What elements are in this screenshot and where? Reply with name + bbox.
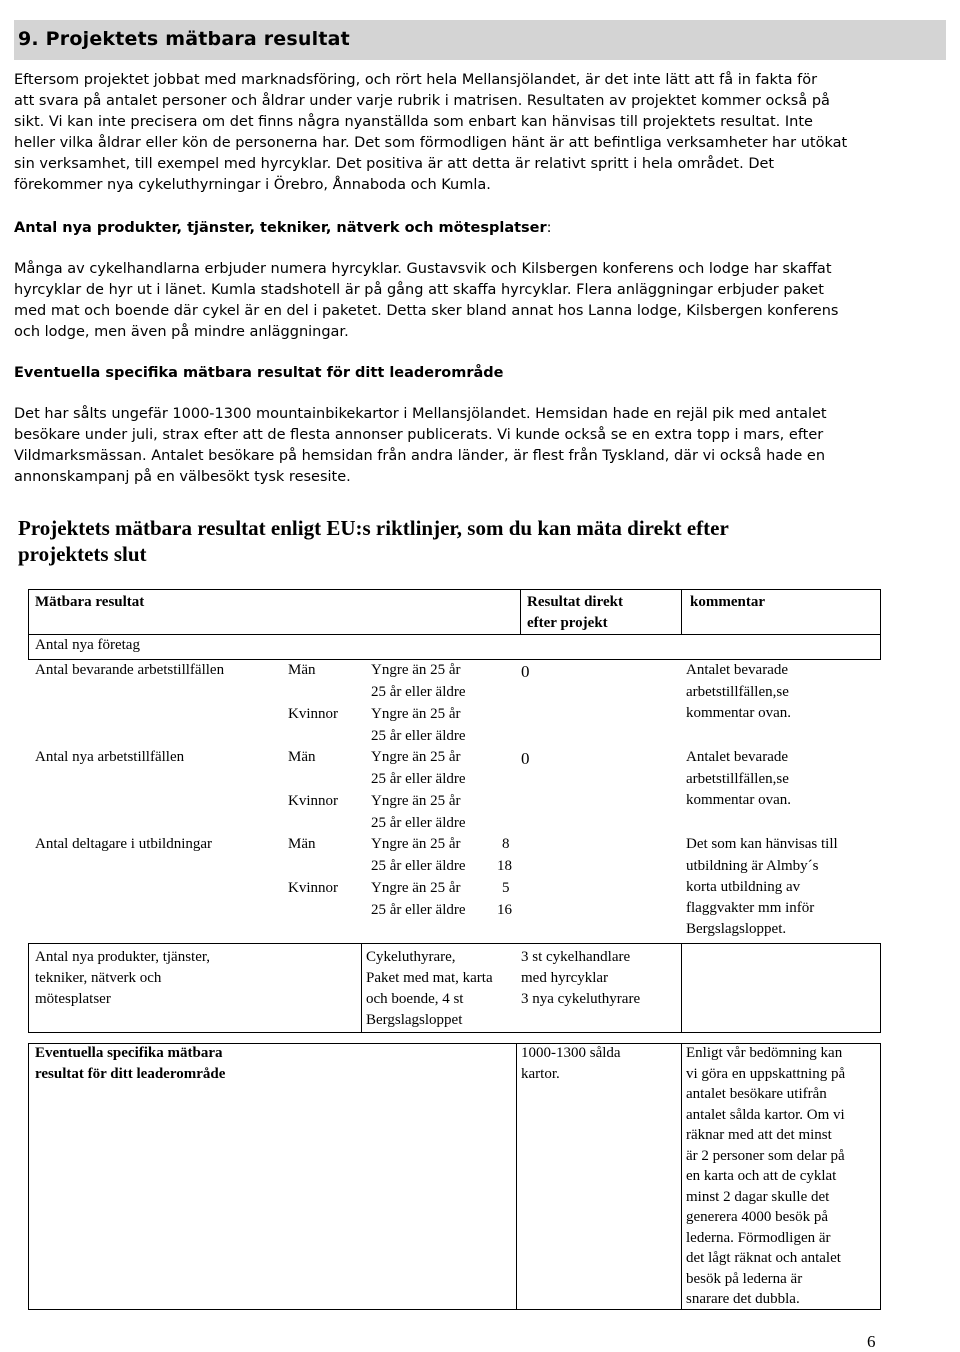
age-old: 25 år eller äldre xyxy=(371,815,466,831)
row-label: Antal bevarande arbetstillfällen xyxy=(35,662,225,678)
comment-line: generera 4000 besök på xyxy=(686,1209,829,1225)
header-col-results: Mätbara resultat xyxy=(35,594,145,610)
text-line: sikt. Vi kan inte precisera om det finns några nyanställda som enbart kan hänvisas till projektets resultat. Inte xyxy=(14,114,813,130)
age-young: Yngre än 25 år xyxy=(371,662,461,678)
comment-line: arbetstillfällen,se xyxy=(686,684,789,700)
row-companies-label: Antal nya företag xyxy=(35,637,140,653)
products-paragraph xyxy=(14,259,954,343)
row-label-line: Antal nya produkter, tjänster, xyxy=(35,949,210,965)
row-label-line: Eventuella specifika mätbara xyxy=(35,1045,223,1061)
gender-woman: Kvinnor xyxy=(288,706,338,722)
detail-line: Paket med mat, karta xyxy=(366,970,493,986)
result-value: 0 xyxy=(521,749,530,768)
products-heading xyxy=(14,218,552,239)
comment-line: antalet besökare utifrån xyxy=(686,1086,827,1102)
count-value: 16 xyxy=(497,902,512,918)
age-old: 25 år eller äldre xyxy=(371,684,466,700)
comment-line: Bergslagsloppet. xyxy=(686,921,787,937)
result-line: 3 st cykelhandlare xyxy=(521,949,631,965)
result-line: 3 nya cykeluthyrare xyxy=(521,991,641,1007)
table-divider xyxy=(516,1043,517,1310)
row-label: Antal nya arbetstillfällen xyxy=(35,749,185,765)
gender-woman: Kvinnor xyxy=(288,793,338,809)
comment-line: lederna. Förmodligen är xyxy=(686,1230,831,1246)
comment-line: minst 2 dagar skulle det xyxy=(686,1189,830,1205)
text-line: sin verksamhet, till exempel med hyrcyklar. Det positiva är att detta är relativt spritt i hela området. Det xyxy=(14,156,775,172)
comment-line: snarare det dubbla. xyxy=(686,1291,800,1307)
header-col-direct-result-2: efter projekt xyxy=(527,615,608,631)
age-young: Yngre än 25 år xyxy=(371,793,461,809)
text-line: hyrcyklar de hyr ut i länet. Kumla stadshotell är på gång att skaffa hyrcyklar. Flera anläggningar erbjuder paket xyxy=(14,282,824,298)
age-old: 25 år eller äldre xyxy=(371,902,466,918)
header-col-comment: kommentar xyxy=(690,594,765,610)
row-label-line: tekniker, nätverk och xyxy=(35,970,162,986)
count-value: 5 xyxy=(502,880,510,896)
comment-line: flaggvakter mm inför xyxy=(686,900,815,916)
comment-line: Enligt vår bedömning kan xyxy=(686,1045,843,1061)
text-line: med mat och boende där cykel är en del i paketet. Detta sker bland annat hos Lanna lodge, Kilsbergen konferens xyxy=(14,303,839,319)
page-title: 9. Projektets mätbara resultat xyxy=(18,28,350,50)
comment-line: antalet sålda kartor. Om vi xyxy=(686,1107,845,1123)
products-heading-colon: : xyxy=(546,220,552,236)
detail-line: och boende, 4 st xyxy=(366,991,464,1007)
age-young: Yngre än 25 år xyxy=(371,880,461,896)
comment-line: Antalet bevarade xyxy=(686,749,789,765)
age-young: Yngre än 25 år xyxy=(371,836,461,852)
text-line: Många av cykelhandlarna erbjuder numera hyrcyklar. Gustavsvik och Kilsbergen konferens och lodge har skaffat xyxy=(14,261,832,277)
text-line: Eftersom projektet jobbat med marknadsföring, och rört hela Mellansjölandet, är det inte lätt att få in fakta för xyxy=(14,72,818,88)
text-line: att svara på antalet personer och åldrar under varje rubrik i matrisen. Resultaten av projektet kommer också på xyxy=(14,93,830,109)
age-young: Yngre än 25 år xyxy=(371,706,461,722)
age-young: Yngre än 25 år xyxy=(371,749,461,765)
specific-heading: Eventuella specifika mätbara resultat för ditt leaderområde xyxy=(14,365,504,381)
comment-line: arbetstillfällen,se xyxy=(686,771,789,787)
comment-line: korta utbildning av xyxy=(686,879,801,895)
gender-woman: Kvinnor xyxy=(288,880,338,896)
text-line: annonskampanj på en välbesökt tysk resesite. xyxy=(14,469,351,485)
result-line: kartor. xyxy=(521,1066,560,1082)
comment-line: en karta och att de cyklat xyxy=(686,1168,837,1184)
comment-line: är 2 personer som delar på xyxy=(686,1148,845,1164)
table-divider xyxy=(520,589,521,635)
text-line: besökare under juli, strax efter att de flesta annonser publicerats. Vi kunde också se en extra topp i mars, efter xyxy=(14,427,824,443)
eu-heading xyxy=(18,515,778,567)
row-label: Antal deltagare i utbildningar xyxy=(35,836,213,852)
age-old: 25 år eller äldre xyxy=(371,728,466,744)
result-line: med hyrcyklar xyxy=(521,970,609,986)
comment-line: utbildning är Almby´s xyxy=(686,858,819,874)
table-divider xyxy=(681,943,682,1033)
text-line: Vildmarksmässan. Antalet besökare på hemsidan från andra länder, är flest från Tyskland, där vi också hade en xyxy=(14,448,826,464)
table-divider xyxy=(681,589,682,635)
gender-man: Män xyxy=(288,836,316,852)
products-heading-text: Antal nya produkter, tjänster, tekniker, nätverk och mötesplatser xyxy=(14,220,547,236)
age-old: 25 år eller äldre xyxy=(371,858,466,874)
gender-man: Män xyxy=(288,662,316,678)
text-line: och lodge, men även på mindre anläggningar. xyxy=(14,324,349,340)
comment-line: Det som kan hänvisas till xyxy=(686,836,838,852)
row-label-line: resultat för ditt leaderområde xyxy=(35,1066,226,1082)
table-divider xyxy=(681,1043,682,1310)
intro-paragraph xyxy=(14,70,954,196)
comment-line: kommentar ovan. xyxy=(686,792,791,808)
count-value: 8 xyxy=(502,836,510,852)
text-line: förekommer nya cykeluthyrningar i Örebro, Ånnaboda och Kumla. xyxy=(14,177,491,193)
row-label-line: mötesplatser xyxy=(35,991,111,1007)
text-line: Det har sålts ungefär 1000-1300 mountainbikekartor i Mellansjölandet. Hemsidan hade en rejäl pik med antalet xyxy=(14,406,827,422)
age-old: 25 år eller äldre xyxy=(371,771,466,787)
comment-line: vi göra en uppskattning på xyxy=(686,1066,846,1082)
result-value: 0 xyxy=(521,662,530,681)
table-divider xyxy=(361,943,362,1033)
eu-heading-line: projektets slut xyxy=(18,542,147,566)
count-value: 18 xyxy=(497,858,512,874)
text-line: heller vilka åldrar eller kön de personerna har. Det som förmodligen hänt är att befintliga verksamheter har utökat xyxy=(14,135,848,151)
result-line: 1000-1300 sålda xyxy=(521,1045,621,1061)
detail-line: Bergslagsloppet xyxy=(366,1012,463,1028)
eu-heading-line: Projektets mätbara resultat enligt EU:s riktlinjer, som du kan mäta direkt efter xyxy=(18,516,729,540)
comment-line: Antalet bevarade xyxy=(686,662,789,678)
gender-man: Män xyxy=(288,749,316,765)
table-divider xyxy=(28,634,881,635)
comment-line: det lågt räknat och antalet xyxy=(686,1250,841,1266)
detail-line: Cykeluthyrare, xyxy=(366,949,456,965)
comment-line: kommentar ovan. xyxy=(686,705,791,721)
specific-paragraph xyxy=(14,404,954,488)
comment-line: besök på lederna är xyxy=(686,1271,803,1287)
page-number: 6 xyxy=(867,1332,876,1351)
comment-line: räknar med att det minst xyxy=(686,1127,832,1143)
header-col-direct-result: Resultat direkt xyxy=(527,594,623,610)
